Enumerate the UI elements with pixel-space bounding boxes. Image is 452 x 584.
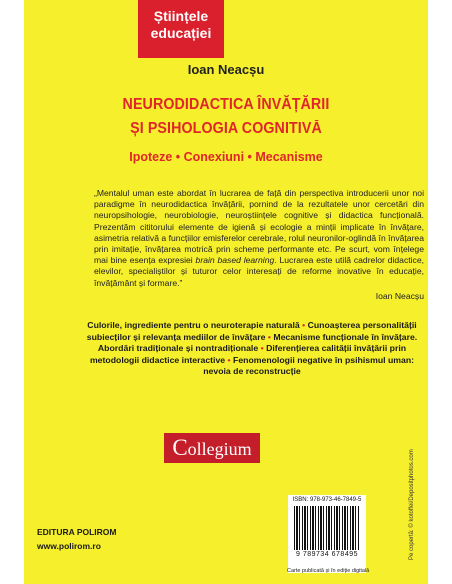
- publisher-url: www.polirom.ro: [37, 541, 101, 551]
- blurb-quote: [94, 188, 424, 302]
- contents-item: Cunoașterea personalității subiecților și relevanța mediilor de învățare: [86, 320, 417, 342]
- publisher-name: EDITURA POLIROM: [37, 527, 117, 537]
- quote-text-2: . Lucrarea este utilă cadrelor didactice, elevilor, specialiștilor și tuturor celor interesați de reforme inovative în educație, învățământ și formare.”: [94, 255, 425, 288]
- series-label: [138, 0, 224, 58]
- isbn-barcode: [288, 495, 366, 573]
- title-line-2: ȘI PSIHOLOGIA COGNITIVĂ: [130, 120, 322, 137]
- contents-separator: •: [260, 343, 264, 353]
- quote-signature: Ioan Neacșu: [375, 290, 424, 301]
- barcode-bars: [294, 506, 360, 550]
- collegium-logo: [164, 433, 260, 463]
- logo-text: ollegium: [187, 439, 252, 459]
- contents-separator: •: [227, 354, 231, 365]
- logo-initial: C: [172, 435, 188, 460]
- author-name: Ioan Neacșu: [187, 62, 265, 77]
- contents-list: [86, 320, 418, 378]
- contents-item: Culorile, ingrediente pentru o neuroterapie naturală: [87, 320, 300, 330]
- contents-separator: •: [267, 331, 271, 342]
- publisher-block: [37, 525, 117, 553]
- title-line-1: NEURODIDACTICA ÎNVĂȚĂRII: [122, 96, 330, 113]
- series-line-2: educației: [150, 25, 212, 41]
- contents-item: Mecanisme funcționale în învățare. Abordări tradiționale și nontradiționale: [97, 331, 418, 353]
- ean-number: 9 789734 678495: [296, 551, 358, 558]
- contents-item: Diferențierea calității învățării prin metodologii didactice interactive: [89, 343, 407, 365]
- series-line-1: Științele: [153, 8, 209, 24]
- cover-credit: Pe copertă: © kotoffei/Depositphotos.com: [409, 449, 415, 560]
- back-cover: [24, 0, 428, 584]
- digital-edition-note: Carte publicată și în ediție digitală: [287, 568, 370, 574]
- contents-separator: •: [302, 320, 306, 330]
- quote-text-1: „Mentalul uman este abordat în lucrarea de față din perspectiva introducerii unor noi paradigme în neurodidactica învățării, pornind de la rezultatele unor cercetări din neuropsihologie, neurobiologie, neuroștiințele cognitive și didactica funcțională. Prezentăm cititorului elemente de igienă și ecologie a minții implicate în învățare, asimetria relativă a funcțiilor emisferelor cerebrale, rolul neuronilor-oglindă în învățarea prin imitație, învățarea motrică prin scheme performante etc. Pe scurt, vom înțelege mai bine esența expresiei: [94, 188, 424, 266]
- contents-item: Fenomenologii negative în psihismul uman: nevoia de reconstrucție: [203, 354, 415, 376]
- subtitle: Ipoteze • Conexiuni • Mecanisme: [129, 150, 323, 164]
- isbn-number: ISBN: 978-973-46-7849-5: [292, 497, 362, 503]
- quote-emphasis: brain based learning: [195, 255, 275, 266]
